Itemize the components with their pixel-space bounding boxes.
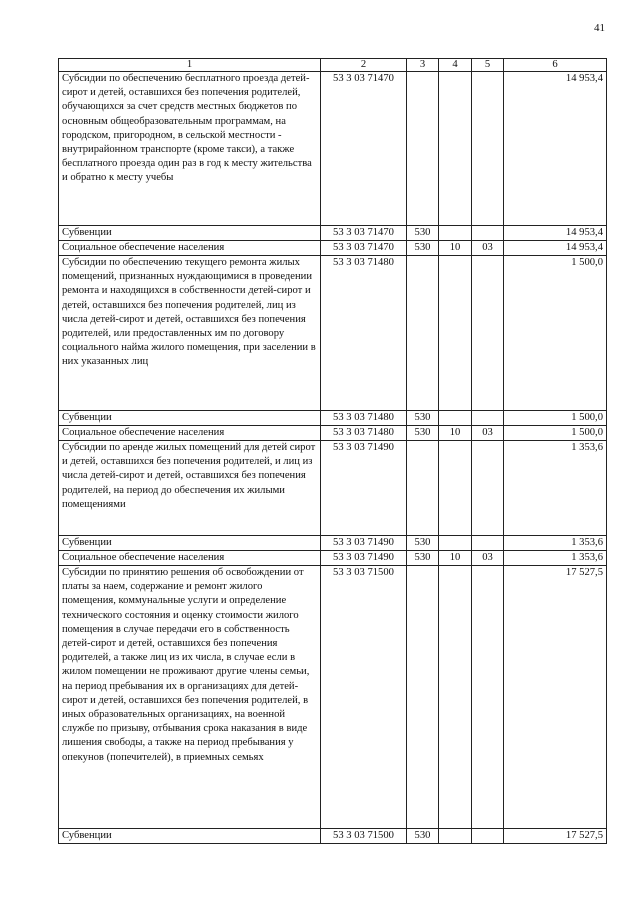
target-code-cell: 53 3 03 71470 — [321, 241, 407, 256]
row-name-cell: Субвенции — [59, 829, 321, 844]
expense-type-cell — [407, 441, 439, 536]
table-row — [59, 566, 607, 829]
subsection-cell — [472, 536, 504, 551]
target-code-cell: 53 3 03 71500 — [321, 829, 407, 844]
amount-cell: 17 527,5 — [504, 566, 607, 829]
row-name-cell: Субсидии по обеспечению текущего ремонта жилых помещений, признанных нуждающимися в проведении ремонта и находящихся в собственности детей-сирот и детей, оставшихся без попечения родителей, лиц из числа детей-сирот и детей, оставшихся без попечения родителей, или предоставленных им по договору социального найма жилого помещения, при заселении в них указанных лиц — [59, 256, 321, 411]
expense-type-cell: 530 — [407, 426, 439, 441]
amount-cell: 1 500,0 — [504, 411, 607, 426]
subsection-cell: 03 — [472, 426, 504, 441]
column-header: 6 — [504, 59, 607, 72]
row-name-cell: Субвенции — [59, 536, 321, 551]
amount-cell: 14 953,4 — [504, 226, 607, 241]
section-cell: 10 — [439, 426, 472, 441]
amount-cell: 1 500,0 — [504, 426, 607, 441]
table-row — [59, 241, 607, 256]
row-name-cell: Социальное обеспечение населения — [59, 426, 321, 441]
target-code-cell: 53 3 03 71470 — [321, 226, 407, 241]
table-row — [59, 551, 607, 566]
amount-cell: 17 527,5 — [504, 829, 607, 844]
amount-cell: 1 353,6 — [504, 441, 607, 536]
expense-type-cell: 530 — [407, 536, 439, 551]
expense-type-cell: 530 — [407, 226, 439, 241]
subsection-cell: 03 — [472, 551, 504, 566]
table-header-row — [59, 59, 607, 72]
subsection-cell — [472, 256, 504, 411]
section-cell — [439, 256, 472, 411]
column-header: 2 — [321, 59, 407, 72]
subsection-cell — [472, 829, 504, 844]
subsection-cell — [472, 226, 504, 241]
section-cell — [439, 536, 472, 551]
target-code-cell: 53 3 03 71490 — [321, 551, 407, 566]
target-code-cell: 53 3 03 71500 — [321, 566, 407, 829]
subsection-cell — [472, 411, 504, 426]
column-header: 3 — [407, 59, 439, 72]
section-cell — [439, 72, 472, 226]
column-header: 1 — [59, 59, 321, 72]
table-row — [59, 72, 607, 226]
table-row — [59, 536, 607, 551]
subsection-cell — [472, 72, 504, 226]
target-code-cell: 53 3 03 71480 — [321, 426, 407, 441]
column-header: 4 — [439, 59, 472, 72]
target-code-cell: 53 3 03 71490 — [321, 536, 407, 551]
target-code-cell: 53 3 03 71480 — [321, 256, 407, 411]
target-code-cell: 53 3 03 71480 — [321, 411, 407, 426]
row-name-cell: Субсидии по принятию решения об освобождении от платы за наем, содержание и ремонт жилого помещения, коммунальные услуги и определение технического состояния и оценку стоимости жилого помещения в случае передачи его в собственность детей-сирот и детей, оставшихся без попечения родителей, а также лиц из их числа, в случае если в жилом помещении не проживают другие члены семьи, на период пребывания их в организациях для детей-сирот и детей, оставшихся без попечения родителей, в иных образовательных организациях, на военной службе по призыву, отбывания срока наказания в виде лишения свободы, а также на период пребывания у опекунов (попечителей), в приемных семьях — [59, 566, 321, 829]
subsection-cell — [472, 441, 504, 536]
section-cell — [439, 441, 472, 536]
table-row — [59, 226, 607, 241]
section-cell — [439, 411, 472, 426]
section-cell — [439, 566, 472, 829]
row-name-cell: Социальное обеспечение населения — [59, 551, 321, 566]
table-row — [59, 829, 607, 844]
section-cell: 10 — [439, 551, 472, 566]
target-code-cell: 53 3 03 71490 — [321, 441, 407, 536]
row-name-cell: Субвенции — [59, 226, 321, 241]
amount-cell: 1 353,6 — [504, 551, 607, 566]
row-name-cell: Субсидии по аренде жилых помещений для детей сирот и детей, оставшихся без попечения родителей, и лиц из числа детей-сирот и детей, оставшихся без попечения родителей, на период до обеспечения их жилыми помещениями — [59, 441, 321, 536]
expense-type-cell — [407, 566, 439, 829]
expense-type-cell: 530 — [407, 411, 439, 426]
row-name-cell: Субвенции — [59, 411, 321, 426]
expense-type-cell — [407, 256, 439, 411]
row-name-cell: Социальное обеспечение населения — [59, 241, 321, 256]
table-row — [59, 411, 607, 426]
table-row — [59, 426, 607, 441]
section-cell — [439, 226, 472, 241]
section-cell: 10 — [439, 241, 472, 256]
section-cell — [439, 829, 472, 844]
table-row — [59, 441, 607, 536]
budget-table — [58, 58, 607, 844]
expense-type-cell: 530 — [407, 241, 439, 256]
subsection-cell — [472, 566, 504, 829]
page-number: 41 — [594, 22, 605, 34]
expense-type-cell: 530 — [407, 829, 439, 844]
amount-cell: 14 953,4 — [504, 241, 607, 256]
row-name-cell: Субсидии по обеспечению бесплатного проезда детей-сирот и детей, оставшихся без попечения родителей, обучающихся за счет средств местных бюджетов по основным общеобразовательным программам, на городском, пригородном, в сельской местности - внутрирайонном транспорте (кроме такси), а также бесплатного проезда один раз в год к месту жительства и обратно к месту учебы — [59, 72, 321, 226]
amount-cell: 1 353,6 — [504, 536, 607, 551]
amount-cell: 1 500,0 — [504, 256, 607, 411]
target-code-cell: 53 3 03 71470 — [321, 72, 407, 226]
table-row — [59, 256, 607, 411]
subsection-cell: 03 — [472, 241, 504, 256]
expense-type-cell — [407, 72, 439, 226]
column-header: 5 — [472, 59, 504, 72]
expense-type-cell: 530 — [407, 551, 439, 566]
amount-cell: 14 953,4 — [504, 72, 607, 226]
